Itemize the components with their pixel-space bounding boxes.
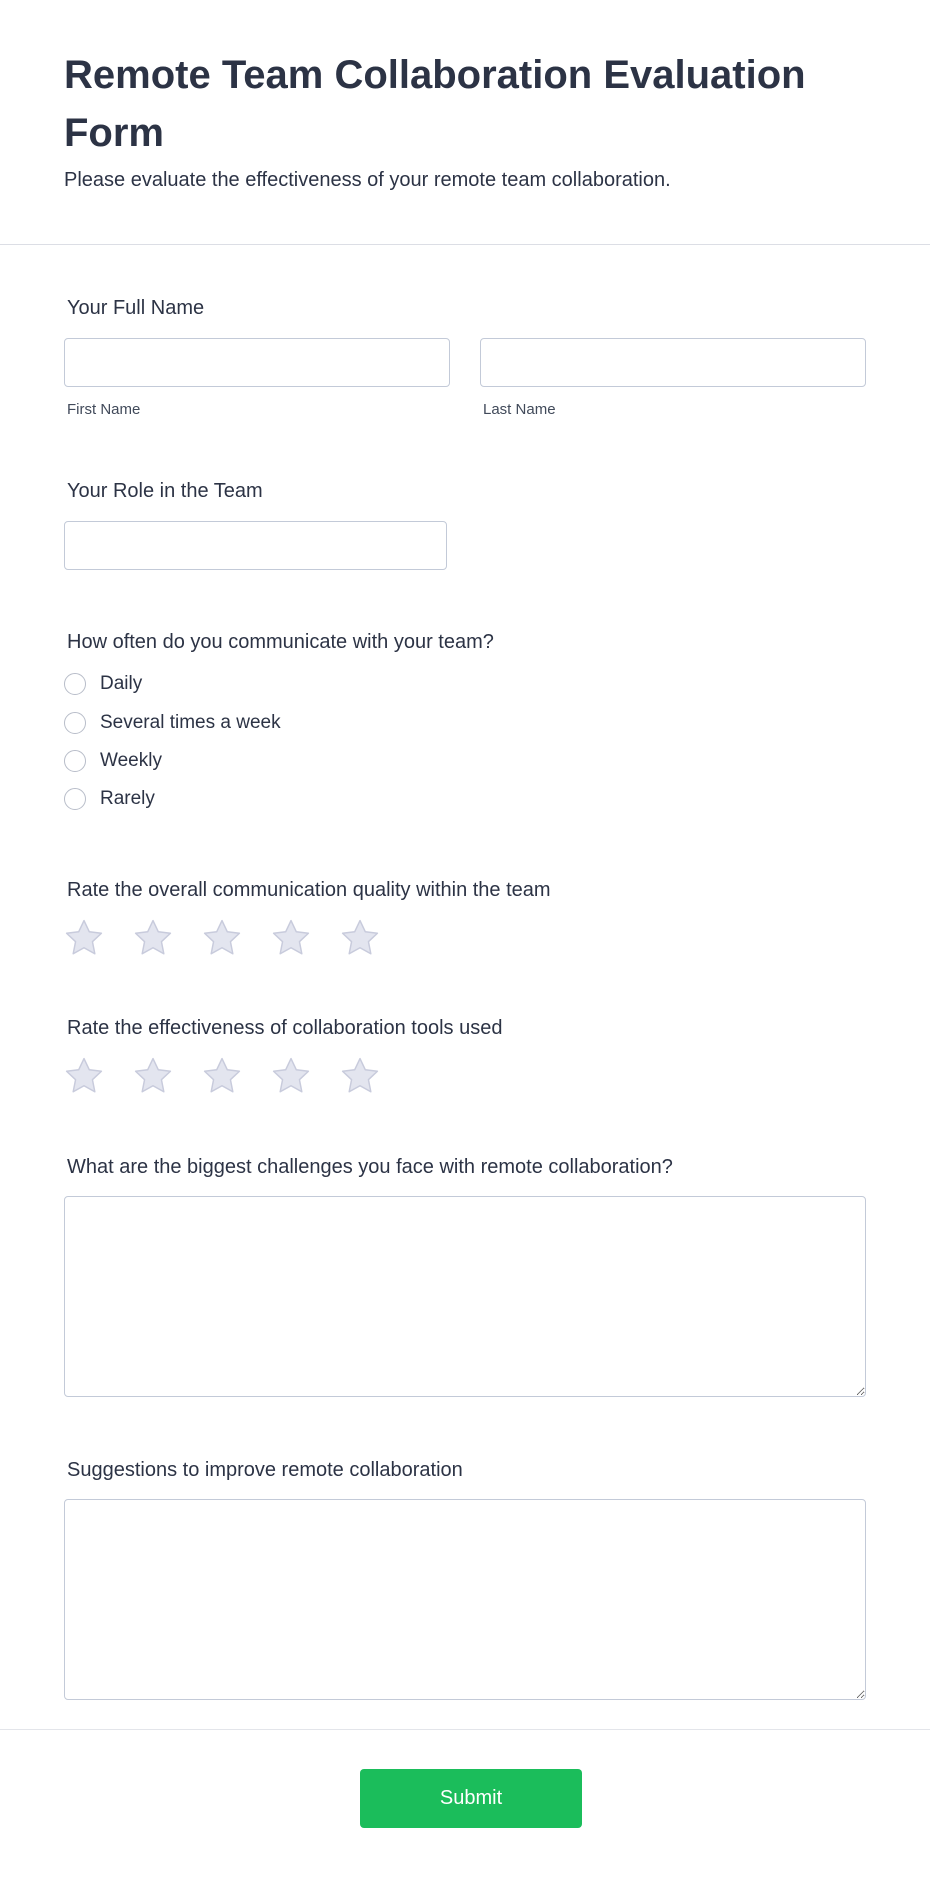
first-name-sublabel: First Name — [67, 401, 141, 418]
star-icon[interactable] — [62, 916, 106, 960]
radio-option-label: Weekly — [100, 750, 162, 771]
star-icon[interactable] — [338, 916, 382, 960]
star-icon[interactable] — [338, 1054, 382, 1098]
radio-option-weekly[interactable] — [64, 747, 162, 775]
radio-option-label: Rarely — [100, 788, 155, 809]
frequency-label: How often do you communicate with your team? — [67, 631, 494, 653]
last-name-input[interactable] — [480, 338, 866, 387]
form-header — [0, 0, 930, 245]
star-icon[interactable] — [131, 1054, 175, 1098]
suggestions-textarea[interactable] — [64, 1499, 866, 1700]
star-icon[interactable] — [200, 1054, 244, 1098]
role-input[interactable] — [64, 521, 447, 570]
star-icon[interactable] — [131, 916, 175, 960]
tools-rating-label: Rate the effectiveness of collaboration tools used — [67, 1017, 503, 1039]
star-icon[interactable] — [269, 916, 313, 960]
form-title: Remote Team Collaboration Evaluation Form — [64, 53, 806, 155]
radio-option-several-times-a-week[interactable] — [64, 709, 281, 737]
star-icon[interactable] — [62, 1054, 106, 1098]
communication-rating-label: Rate the overall communication quality within the team — [67, 879, 551, 901]
radio-button[interactable] — [64, 750, 86, 772]
radio-button[interactable] — [64, 788, 86, 810]
radio-option-label: Several times a week — [100, 712, 281, 733]
star-icon[interactable] — [269, 1054, 313, 1098]
radio-button[interactable] — [64, 712, 86, 734]
suggestions-label: Suggestions to improve remote collaboration — [67, 1459, 463, 1481]
role-label: Your Role in the Team — [67, 480, 263, 502]
radio-button[interactable] — [64, 673, 86, 695]
radio-option-daily[interactable] — [64, 670, 142, 698]
full-name-label: Your Full Name — [67, 297, 205, 319]
last-name-sublabel: Last Name — [483, 401, 556, 418]
tools-star-rating — [62, 1054, 407, 1098]
challenges-textarea[interactable] — [64, 1196, 866, 1397]
first-name-input[interactable] — [64, 338, 450, 387]
radio-option-rarely[interactable] — [64, 785, 155, 813]
communication-star-rating — [62, 916, 407, 960]
star-icon[interactable] — [200, 916, 244, 960]
radio-option-label: Daily — [100, 673, 143, 694]
submit-button[interactable]: Submit — [360, 1769, 582, 1828]
challenges-label: What are the biggest challenges you face with remote collaboration? — [67, 1156, 673, 1178]
form-subtitle: Please evaluate the effectiveness of your remote team collaboration. — [64, 169, 671, 191]
